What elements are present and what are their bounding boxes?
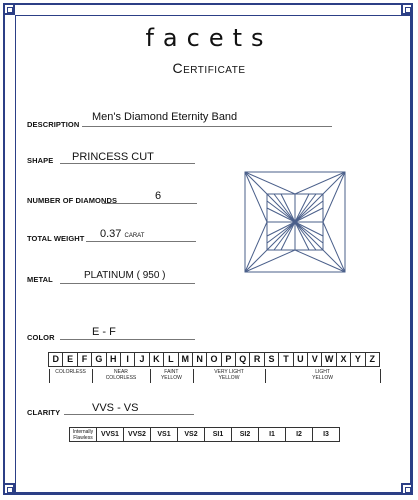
metal-line <box>60 283 195 284</box>
color-group-divider <box>92 369 93 383</box>
color-grade-cell: N <box>192 352 207 367</box>
color-group-label: VERY LIGHT YELLOW <box>214 369 244 381</box>
color-grade-cell: R <box>249 352 264 367</box>
color-grade-cell: T <box>278 352 293 367</box>
color-group-label: COLORLESS <box>55 369 86 375</box>
clarity-grade-cell: I3 <box>312 427 340 442</box>
color-grade-cell: Z <box>365 352 380 367</box>
weight-line <box>86 241 196 242</box>
color-grade-cell: K <box>149 352 164 367</box>
color-grade-cell: L <box>163 352 178 367</box>
metal-label: METAL <box>27 275 53 284</box>
clarity-grade-cell: VVS2 <box>123 427 151 442</box>
clarity-grade-cell: VS1 <box>150 427 178 442</box>
color-grade-cell: D <box>48 352 63 367</box>
brand-logo: facets <box>145 24 273 52</box>
certificate-title: Certificate <box>172 60 246 76</box>
color-grade-cell: X <box>336 352 351 367</box>
clarity-grade-cell: SI2 <box>231 427 259 442</box>
clarity-grade-cell: I1 <box>258 427 286 442</box>
color-grade-cell: W <box>321 352 336 367</box>
color-group-divider <box>265 369 266 383</box>
color-grade-cell: G <box>91 352 106 367</box>
color-grade-cell: E <box>62 352 77 367</box>
color-group-label: LIGHT YELLOW <box>312 369 334 381</box>
certificate-inner-border <box>15 15 411 493</box>
description-line <box>82 126 332 127</box>
weight-number: 0.37 <box>100 228 122 240</box>
corner-ornament <box>3 3 15 15</box>
weight-unit: CARAT <box>124 233 145 239</box>
color-grade-cell: S <box>264 352 279 367</box>
color-grade-scale <box>49 352 380 367</box>
corner-ornament <box>401 483 413 495</box>
clarity-grade-cell: Internally Flawless <box>69 427 97 442</box>
weight-label: TOTAL WEIGHT <box>27 234 85 243</box>
color-grade-cell: H <box>106 352 121 367</box>
weight-value <box>100 228 144 240</box>
color-grade-cell: M <box>178 352 193 367</box>
color-grade-cell: P <box>221 352 236 367</box>
color-grade-cell: Q <box>235 352 250 367</box>
number-line <box>102 203 197 204</box>
corner-ornament <box>401 3 413 15</box>
color-group-label: NEAR COLORLESS <box>105 369 137 381</box>
clarity-grade-cell: I2 <box>285 427 313 442</box>
clarity-label: CLARITY <box>27 408 61 417</box>
color-group-divider <box>193 369 194 383</box>
color-grade-cell: Y <box>350 352 365 367</box>
color-line <box>60 339 195 340</box>
color-grade-cell: F <box>77 352 92 367</box>
color-label: COLOR <box>27 333 55 342</box>
color-value: E - F <box>92 326 116 338</box>
shape-line <box>60 163 195 164</box>
clarity-grade-cell: VVS1 <box>96 427 124 442</box>
color-group-label: FAINT YELLOW <box>160 369 182 381</box>
color-group-divider <box>380 369 381 383</box>
description-value: Men's Diamond Eternity Band <box>92 111 238 123</box>
metal-value: PLATINUM ( 950 ) <box>84 270 166 281</box>
corner-ornament <box>3 483 15 495</box>
shape-label: SHAPE <box>27 156 54 165</box>
number-value: 6 <box>155 190 162 202</box>
clarity-value: VVS - VS <box>92 402 139 414</box>
princess-cut-diagram-icon <box>243 170 347 274</box>
color-grade-cell: U <box>293 352 308 367</box>
description-label: DESCRIPTION <box>27 120 80 129</box>
color-group-divider <box>49 369 50 383</box>
shape-value: PRINCESS CUT <box>72 151 154 163</box>
clarity-line <box>64 414 194 415</box>
color-grade-cell: V <box>307 352 322 367</box>
clarity-grade-cell: VS2 <box>177 427 205 442</box>
color-grade-cell: J <box>134 352 149 367</box>
clarity-grade-scale <box>70 427 340 442</box>
certificate-border <box>3 3 413 495</box>
color-grade-cell: I <box>120 352 135 367</box>
color-group-divider <box>150 369 151 383</box>
clarity-grade-cell: SI1 <box>204 427 232 442</box>
number-label: NUMBER OF DIAMONDS <box>27 196 118 205</box>
color-grade-cell: O <box>206 352 221 367</box>
